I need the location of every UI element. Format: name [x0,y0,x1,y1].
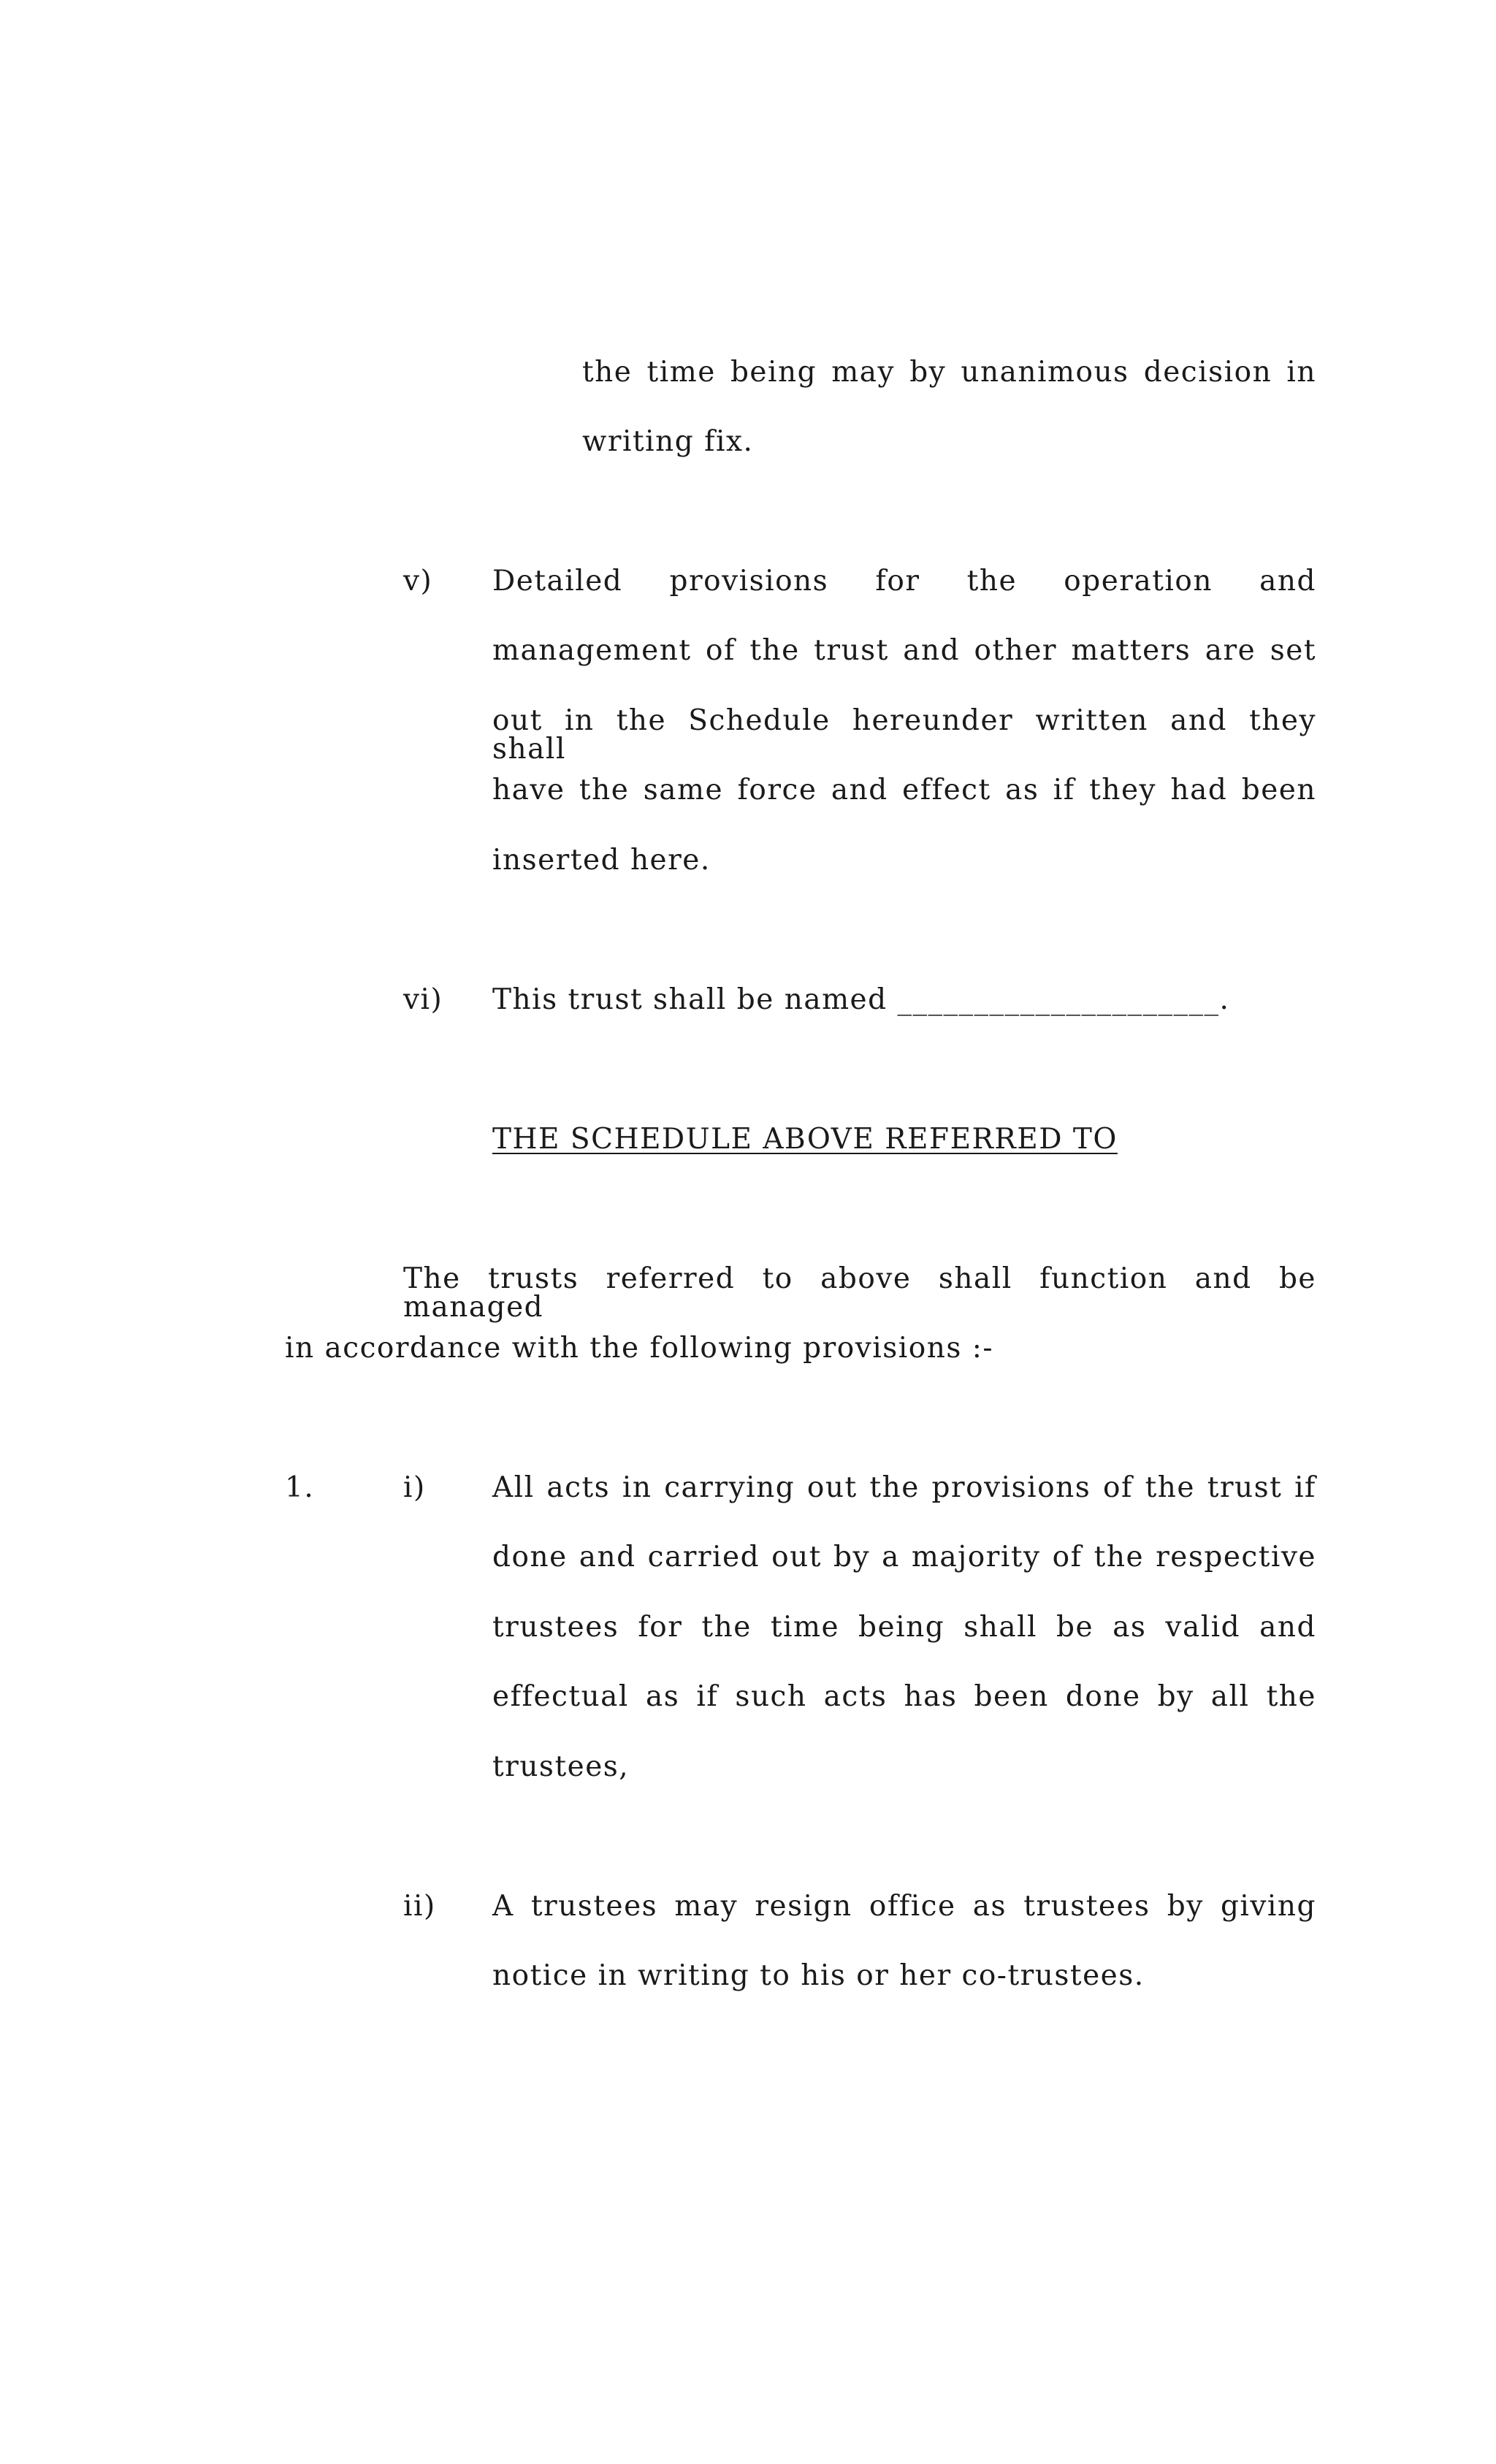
item-i-line-1: All acts in carrying out the provisions of the trust if [492,1471,1316,1504]
clause-v-marker: v) [403,565,433,598]
item-i-line-4: effectual as if such acts has been done by all the [492,1680,1316,1713]
clause-vi-marker: vi) [403,983,443,1016]
clause-v-line-5: inserted here. [492,844,711,877]
item-i-line-3: trustees for the time being shall be as valid and [492,1611,1316,1644]
continuation-line-2: writing fix. [582,425,754,458]
item-i-line-2: done and carried out by a majority of the respective [492,1541,1316,1574]
clause-v-line-3: out in the Schedule hereunder written and they shall [492,704,1316,766]
item-ii-line-1: A trustees may resign office as trustees by giving [492,1890,1316,1923]
clause-v-line-1: Detailed provisions for the operation and [492,565,1316,598]
continuation-line-1: the time being may by unanimous decision in [582,356,1316,389]
section-1-number: 1. [285,1471,315,1504]
intro-line-2: in accordance with the following provisions :- [285,1332,994,1365]
schedule-heading: THE SCHEDULE ABOVE REFERRED TO [492,1123,1118,1156]
item-ii-marker: ii) [403,1890,436,1923]
intro-line-1: The trusts referred to above shall function and be managed [403,1262,1316,1324]
clause-vi-text: This trust shall be named _____________________. [492,983,1230,1016]
item-i-marker: i) [403,1471,426,1504]
clause-v-line-4: have the same force and effect as if they had been [492,774,1316,806]
clause-v-line-2: management of the trust and other matters are set [492,634,1316,667]
item-ii-line-2: notice in writing to his or her co-trustees. [492,1959,1145,1992]
item-i-line-5: trustees, [492,1750,630,1783]
